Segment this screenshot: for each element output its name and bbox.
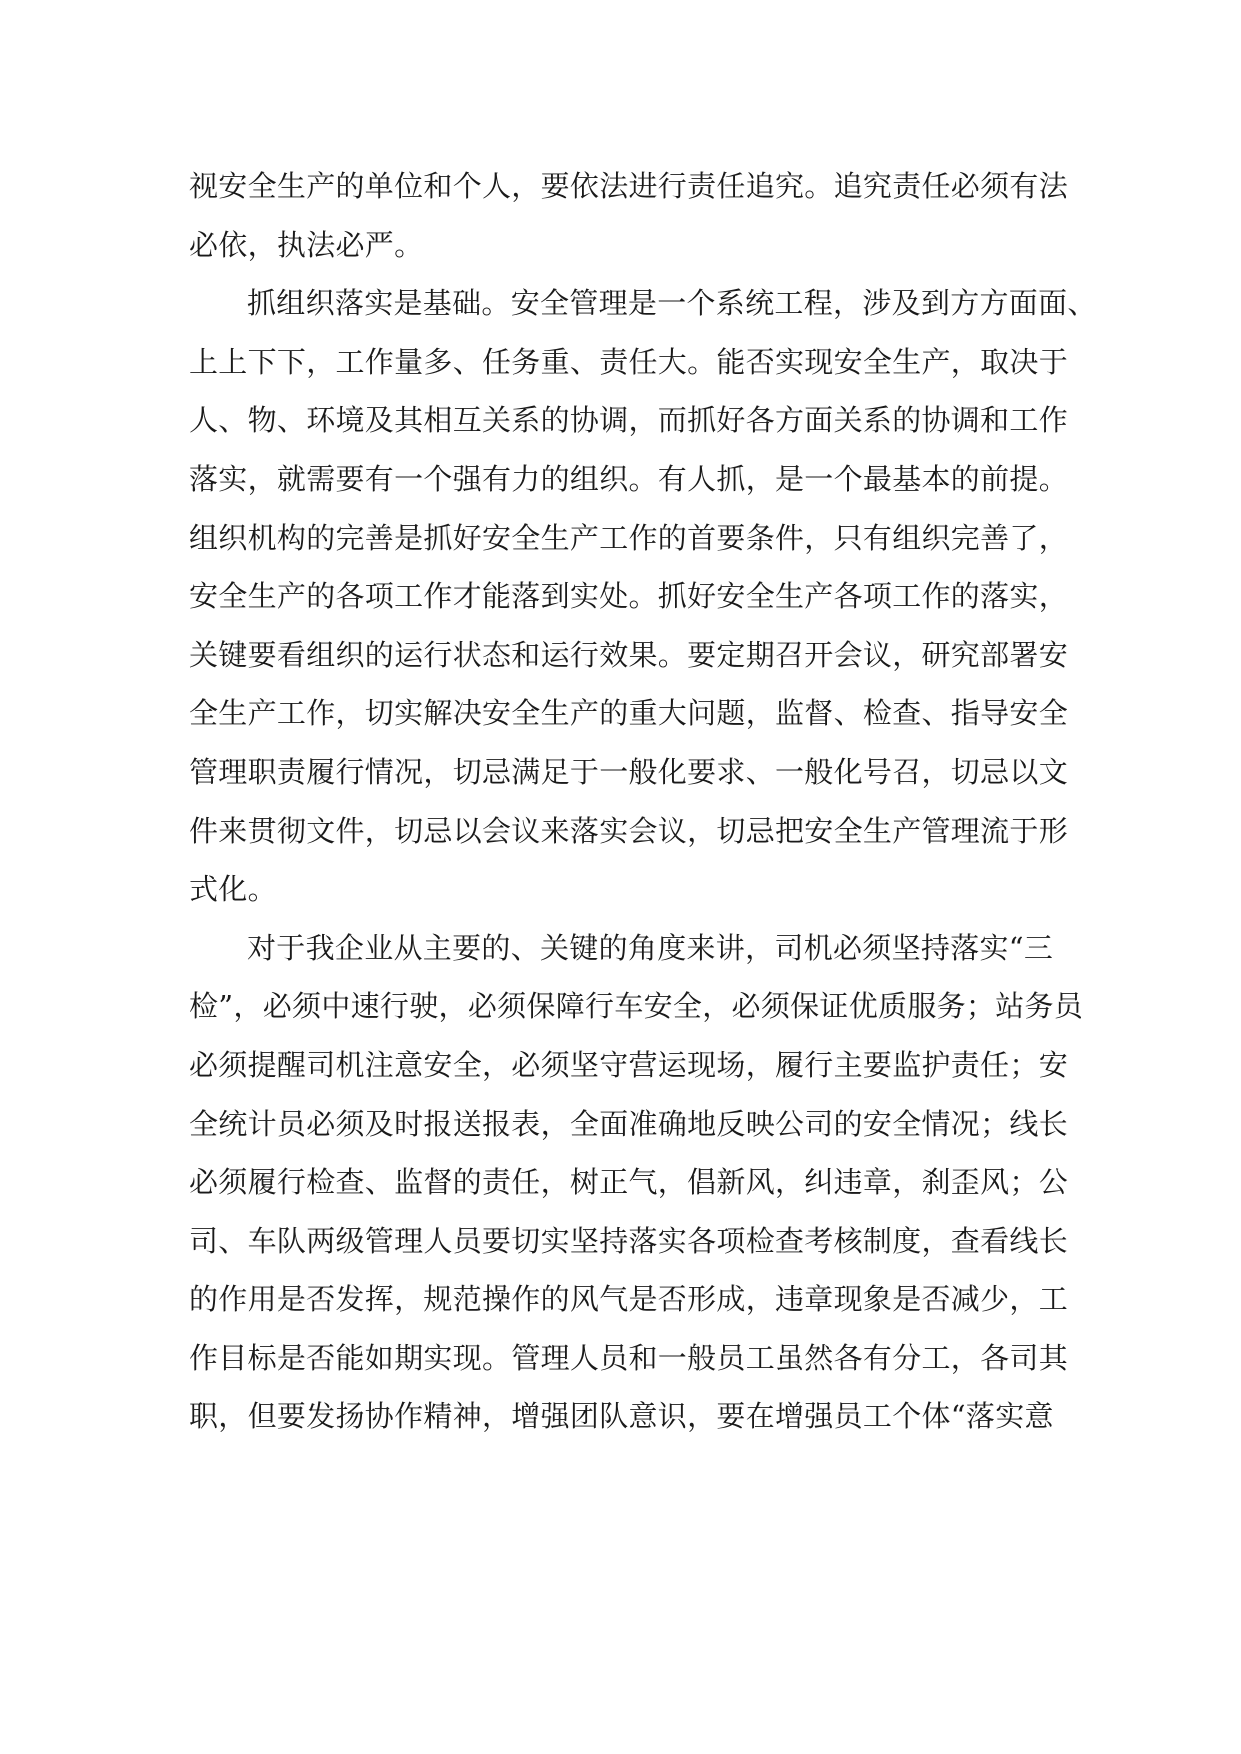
paragraph-start-line: 对于我企业从主要的、关键的角度来讲，司机必须坚持落实“三 <box>247 930 1054 965</box>
text-line: 关键要看组织的运行状态和运行效果。要定期召开会议，研究部署安 <box>189 637 1069 672</box>
paragraph-start-line: 抓组织落实是基础。安全管理是一个系统工程，涉及到方方面面、 <box>247 286 1097 321</box>
body-text <box>189 157 1097 1446</box>
text-line: 落实，就需要有一个强有力的组织。有人抓，是一个最基本的前提。 <box>189 461 1069 496</box>
text-line: 式化。 <box>189 872 277 907</box>
text-line: 件来贯彻文件，切忌以会议来落实会议，切忌把安全生产管理流于形 <box>189 813 1069 848</box>
text-line: 安全生产的各项工作才能落到实处。抓好安全生产各项工作的落实， <box>189 579 1069 614</box>
text-line: 全统计员必须及时报送报表，全面准确地反映公司的安全情况；线长 <box>189 1106 1069 1141</box>
text-line: 必依，执法必严。 <box>189 227 424 262</box>
text-line: 视安全生产的单位和个人，要依法进行责任追究。追究责任必须有法 <box>189 169 1069 203</box>
text-line: 检”，必须中速行驶，必须保障行车安全，必须保证优质服务；站务员 <box>189 989 1084 1024</box>
text-line: 职，但要发扬协作精神，增强团队意识，要在增强员工个体“落实意 <box>189 1399 1054 1434</box>
text-line: 全生产工作，切实解决安全生产的重大问题，监督、检查、指导安全 <box>189 696 1069 731</box>
text-line: 司、车队两级管理人员要切实坚持落实各项检查考核制度，查看线长 <box>189 1223 1069 1258</box>
text-line: 必须提醒司机注意安全，必须坚守营运现场，履行主要监护责任；安 <box>189 1047 1069 1082</box>
text-line: 管理职责履行情况，切忌满足于一般化要求、一般化号召，切忌以文 <box>189 754 1069 789</box>
text-line: 上上下下，工作量多、任务重、责任大。能否实现安全生产，取决于 <box>189 344 1069 379</box>
text-line: 必须履行检查、监督的责任，树正气，倡新风，纠违章，刹歪风；公 <box>189 1165 1069 1200</box>
text-line: 的作用是否发挥，规范操作的风气是否形成，违章现象是否减少，工 <box>189 1282 1069 1317</box>
text-line: 作目标是否能如期实现。管理人员和一般员工虽然各有分工，各司其 <box>189 1340 1069 1375</box>
text-line: 组织机构的完善是抓好安全生产工作的首要条件，只有组织完善了， <box>189 520 1069 555</box>
text-line: 人、物、环境及其相互关系的协调，而抓好各方面关系的协调和工作 <box>189 403 1069 438</box>
